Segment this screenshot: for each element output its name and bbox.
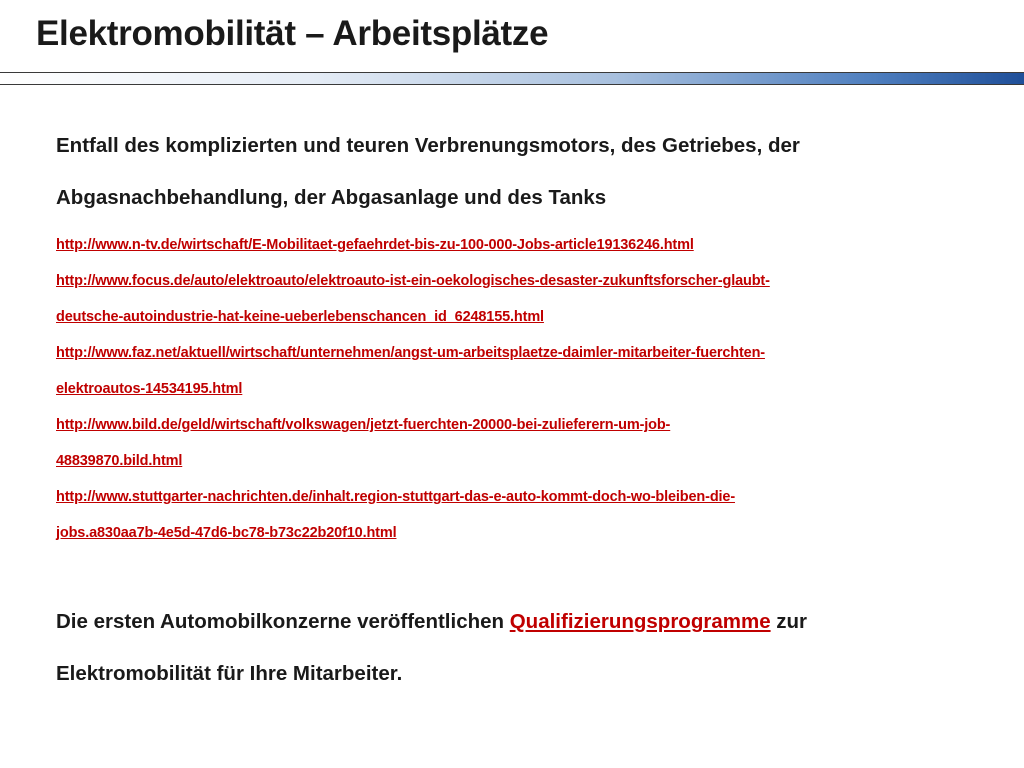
ntv-link[interactable]: http://www.n-tv.de/wirtschaft/E-Mobilitaet-gefaehrdet-bis-zu-100-000-Jobs-article19136246.html: [56, 237, 694, 253]
faz-link-continuation[interactable]: elektroautos-14534195.html: [56, 381, 243, 397]
stuttgarter-link[interactable]: http://www.stuttgarter-nachrichten.de/inhalt.region-stuttgart-das-e-auto-kommt-doch-wo-bleiben-die-: [56, 489, 735, 505]
focus-link-continuation[interactable]: deutsche-autoindustrie-hat-keine-ueberlebenschancen_id_6248155.html: [56, 309, 544, 325]
title-divider-bar: [0, 72, 1024, 85]
intro-line-1: Entfall des komplizierten und teuren Verbrenungsmotors, des Getriebes, der: [56, 134, 800, 157]
closing-text-after: zur: [770, 610, 808, 633]
closing-line-2: Elektromobilität für Ihre Mitarbeiter.: [56, 662, 403, 685]
stuttgarter-link-continuation[interactable]: jobs.a830aa7b-4e5d-47d6-bc78-b73c22b20f10.html: [56, 525, 397, 541]
closing-paragraph: [56, 596, 807, 700]
slide-title: Elektromobilität – Arbeitsplätze: [36, 14, 549, 53]
bild-link-continuation[interactable]: 48839870.bild.html: [56, 453, 183, 469]
faz-link[interactable]: http://www.faz.net/aktuell/wirtschaft/unternehmen/angst-um-arbeitsplaetze-daimler-mitarbeiter-fuerchten-: [56, 345, 765, 361]
closing-text-before: Die ersten Automobilkonzerne veröffentlichen: [56, 610, 510, 633]
bild-link[interactable]: http://www.bild.de/geld/wirtschaft/volkswagen/jetzt-fuerchten-20000-bei-zulieferern-um-job-: [56, 417, 671, 433]
closing-line-1: [56, 596, 807, 648]
slide-content: [56, 120, 986, 551]
intro-line-2: Abgasnachbehandlung, der Abgasanlage und des Tanks: [56, 186, 607, 209]
link-list: [56, 227, 986, 551]
qualification-programs-link[interactable]: Qualifizierungsprogramme: [509, 610, 771, 633]
focus-link[interactable]: http://www.focus.de/auto/elektroauto/elektroauto-ist-ein-oekologisches-desaster-zukunftsforscher-glaubt-: [56, 273, 770, 289]
